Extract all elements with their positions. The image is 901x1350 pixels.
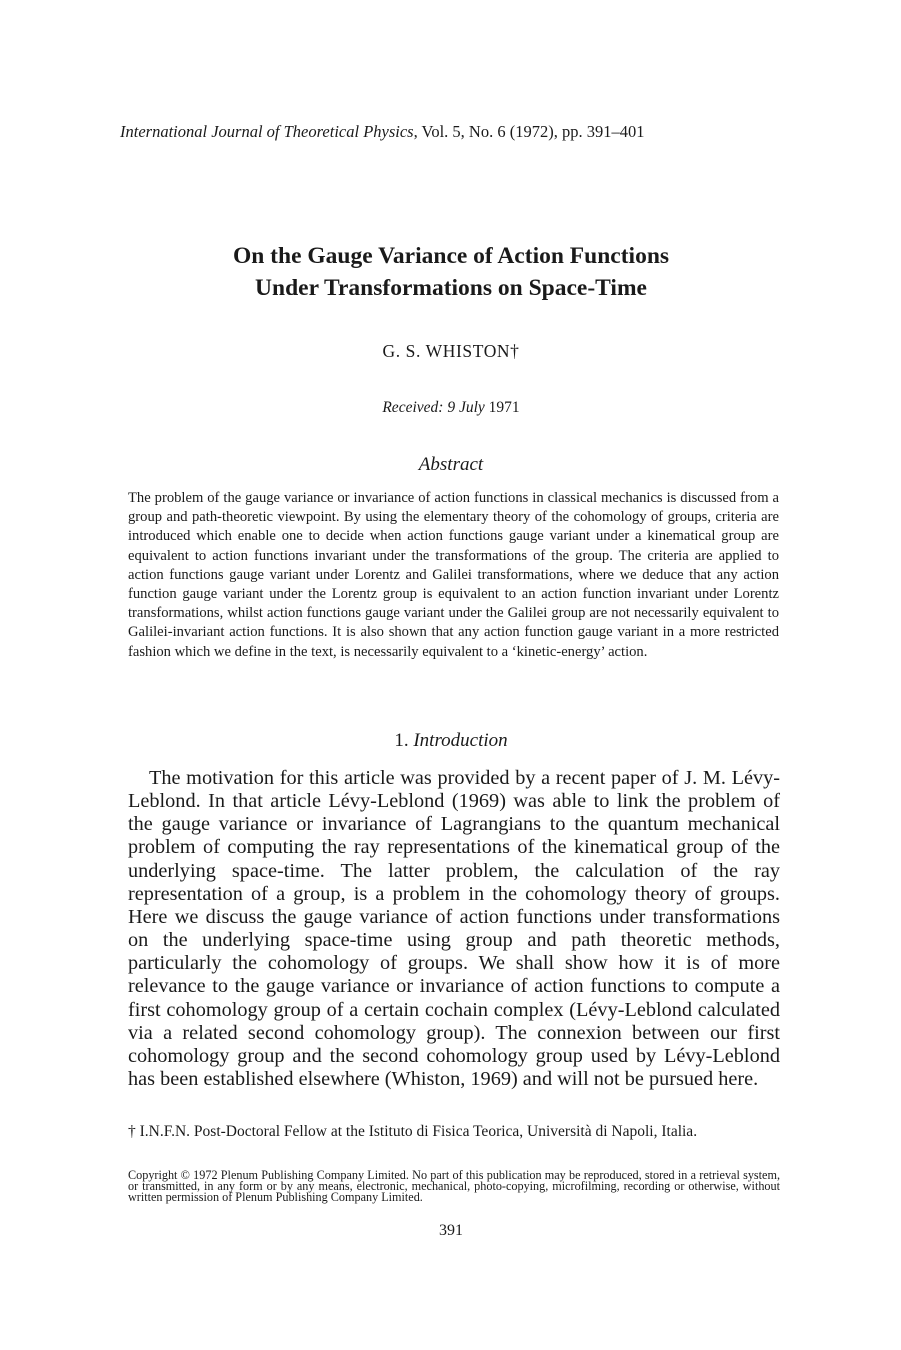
title-line-1: On the Gauge Variance of Action Functions	[232, 243, 670, 269]
journal-citation	[120, 122, 760, 142]
received-day-month: 9 July	[447, 399, 485, 416]
received-year: 1971	[488, 399, 520, 416]
received-label: Received:	[382, 399, 444, 416]
journal-volume-info: , Vol. 5, No. 6 (1972), pp. 391–401	[413, 122, 645, 141]
received-date	[130, 399, 772, 417]
author-footnote: † I.N.F.N. Post-Doctoral Fellow at the Istituto di Fisica Teorica, Università di Napoli, Italia.	[128, 1123, 698, 1140]
introduction-body: The motivation for this article was provided by a recent paper of J. M. Lévy-Leblond. In that article Lévy-Leblond (1969) was able to link the problem of the gauge variance or invariance of Lagrangians to the quantum mechanical problem of computing the ray representations of the kinematical group of the underlying space-time. The latter problem, the calculation of the ray representation of a group, is a problem in the cohomology theory of groups. Here we discuss the gauge variance of action functions under transformations on the underlying space-time using group and path theoretic methods, particularly the cohomology of groups. We shall show how it is of more relevance to the gauge variance or invariance of action functions to compute a first cohomology group of a certain cochain complex (Lévy-Leblond calculated via a related second cohomology group). The connexion between our first cohomology group and the second cohomology group used by Lévy-Leblond has been established elsewhere (Whiston, 1969) and will not be pursued here.	[128, 767, 780, 1091]
title-line-2: Under Transformations on Space-Time	[255, 275, 647, 301]
copyright-notice: Copyright © 1972 Plenum Publishing Company Limited. No part of this publication may be reproduced, stored in a retrieval system, or transmitted, in any form or by any means, electronic, mechanical, photo-copying, microfilming, recording or otherwise, without written permission of Plenum Publishing Company Limited.	[128, 1168, 780, 1205]
section-heading	[130, 730, 772, 752]
section-title: Introduction	[413, 730, 508, 751]
article-title	[130, 240, 772, 304]
journal-name: International Journal of Theoretical Physics	[120, 122, 414, 141]
author-name: G. S. WHISTON†	[382, 341, 520, 361]
abstract-heading: Abstract	[418, 454, 484, 475]
abstract-body: The problem of the gauge variance or invariance of action functions in classical mechanics is discussed from a group and path-theoretic viewpoint. By using the elementary theory of the cohomology of groups, criteria are introduced which enable one to decide when action functions gauge variant under a kinematical group are equivalent to action functions invariant under the transformations of the group. The criteria are applied to action functions gauge variant under Lorentz and Galilei transformations, where we deduce that any action function gauge variant under the Lorentz group is equivalent to an action function invariant under Lorentz transformations, whilst action functions gauge variant under the Galilei group are not necessarily equivalent to Galilei-invariant action functions. It is also shown that any action function gauge variant in a more restricted fashion which we define in the text, is necessarily equivalent to a ‘kinetic-energy’ action.	[128, 490, 779, 660]
page-number: 391	[439, 1222, 463, 1239]
section-number: 1.	[394, 730, 409, 751]
